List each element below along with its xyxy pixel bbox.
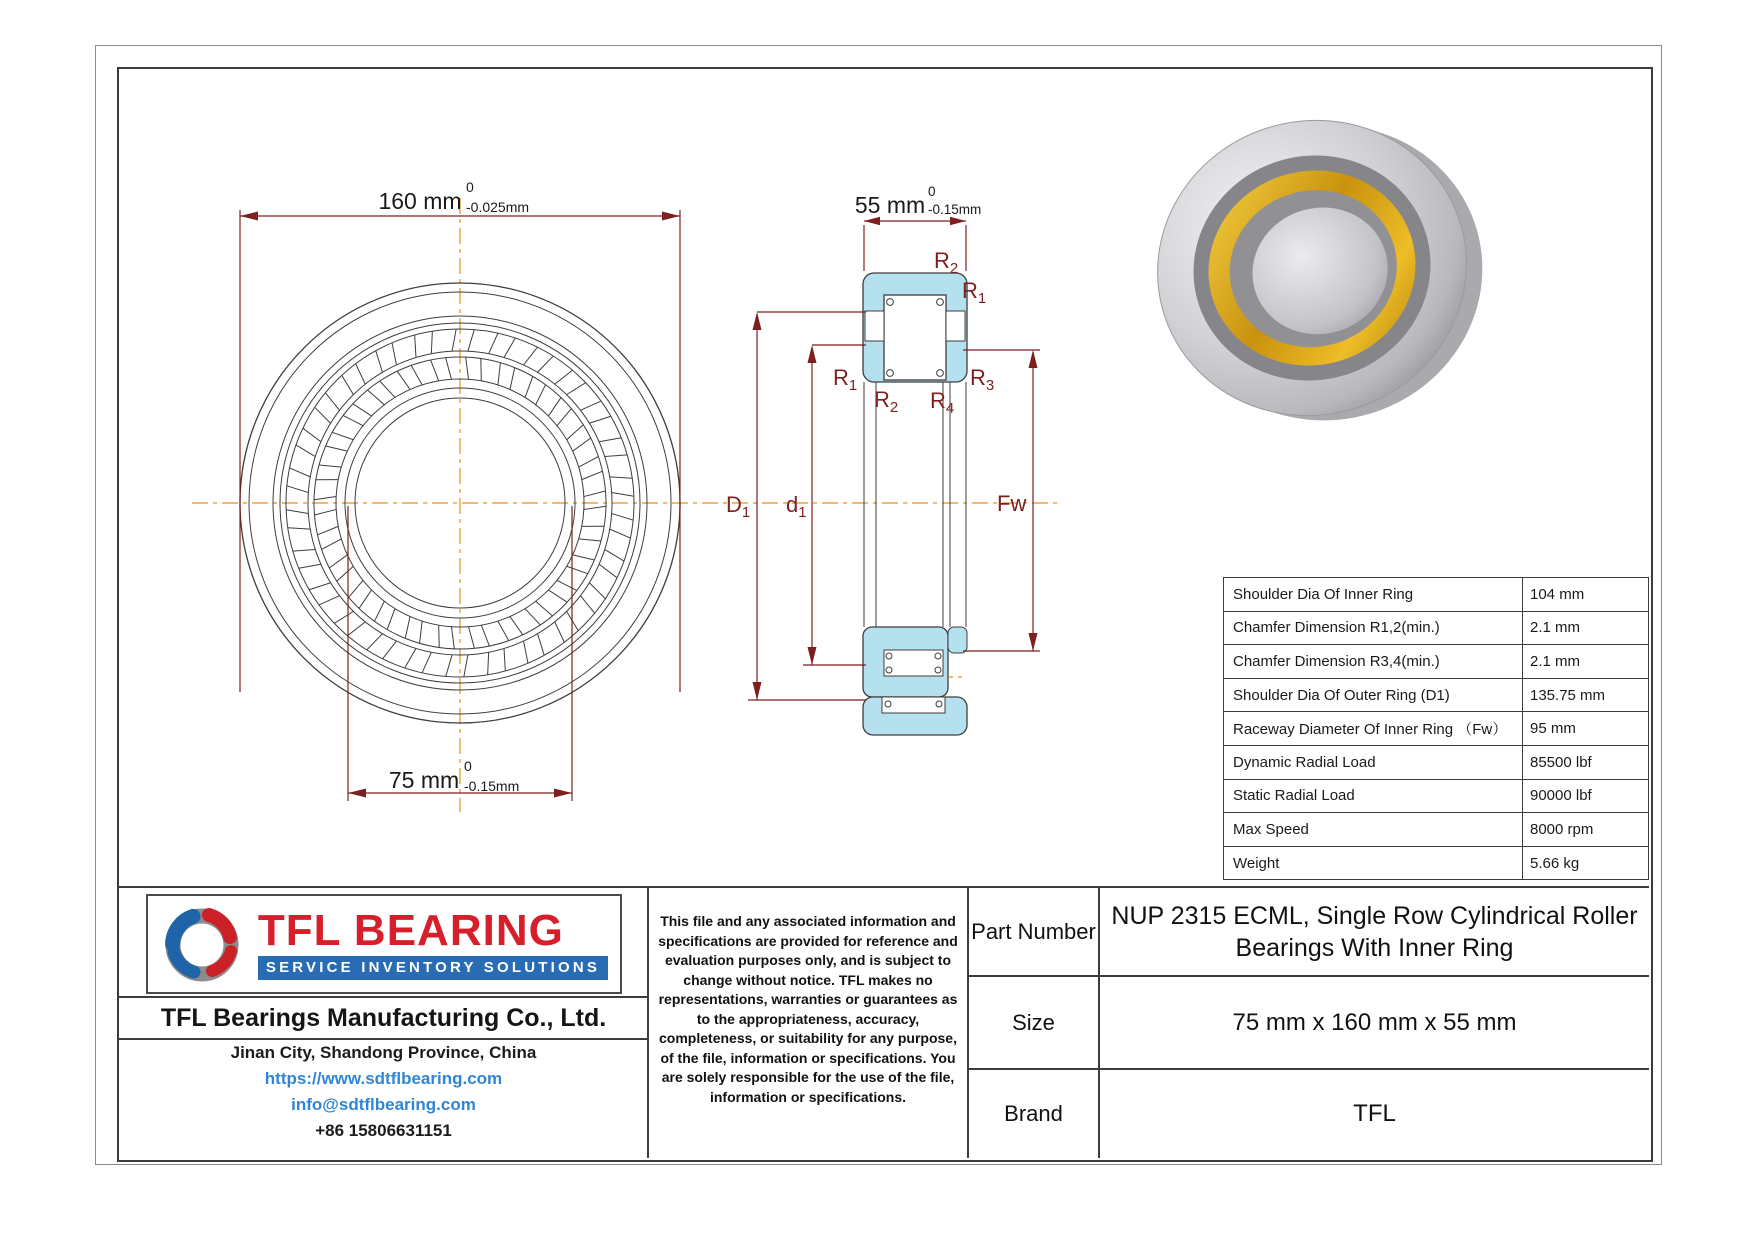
table-row (1224, 846, 1649, 880)
label-R4: $R_4$ (930, 388, 955, 417)
spec-label: Weight (1224, 846, 1523, 880)
bore-tolerance-upper: 0 (464, 758, 472, 774)
company-website-link[interactable]: https://www.sdtflbearing.com (264, 1069, 503, 1088)
width-tolerance-upper: 0 (928, 184, 936, 199)
table-row (1224, 745, 1649, 779)
brand-value: TFL (1353, 1100, 1396, 1127)
top-right-flange-gap (946, 311, 965, 341)
table-row (1224, 712, 1649, 746)
disclaimer-text: This file and any associated information and specifications are provided for reference and evaluation purposes only, and is subject to change without notice. TFL makes no representations, warranties or guarantees as to the appropriateness, accuracy, completeness, or suitability for any purpose, of the file, information or specifications. You are solely responsible for the use of the file, information or specifications. (658, 913, 958, 1105)
label-R1-top-right: $R_1$ (962, 278, 987, 307)
width-tolerance-lower: -0.15mm (928, 202, 982, 217)
part-number-value: NUP 2315 ECML, Single Row Cylindrical Roller Bearings With Inner Ring (1111, 901, 1638, 962)
label-R2-top: $R_2$ (934, 248, 959, 277)
logo-banner: SERVICE INVENTORY SOLUTIONS (258, 956, 608, 980)
specifications-table (1223, 577, 1649, 880)
table-row (1224, 813, 1649, 847)
spec-label: Raceway Diameter Of Inner Ring （Fw） (1224, 712, 1523, 746)
table-row (1224, 645, 1649, 679)
spec-value: 90000 lbf (1523, 779, 1649, 813)
bore-dimension-value: 75 mm (388, 767, 460, 793)
top-roller (884, 295, 946, 380)
bore-tolerance-lower: -0.15mm (464, 778, 520, 794)
spec-label: Static Radial Load (1224, 779, 1523, 813)
bottom-roller-pocket (884, 650, 943, 676)
bottom-roller (882, 697, 945, 713)
company-address-block (119, 1040, 648, 1144)
part-number-label: Part Number (971, 918, 1096, 944)
table-row (1224, 578, 1649, 612)
table-row (1224, 678, 1649, 712)
spec-value: 95 mm (1523, 712, 1649, 746)
spec-label: Chamfer Dimension R3,4(min.) (1224, 645, 1523, 679)
bottom-loose-flange-ring (948, 627, 967, 653)
label-R3: $R_3$ (970, 365, 995, 394)
label-R1-bottom-left: $R_1$ (833, 365, 858, 394)
top-left-flange-gap (865, 311, 884, 341)
spec-value: 104 mm (1523, 578, 1649, 612)
size-value: 75 mm x 160 mm x 55 mm (1232, 1008, 1517, 1036)
company-email-link[interactable]: info@sdtflbearing.com (291, 1095, 476, 1114)
bearing-3d-render (1122, 80, 1517, 461)
od-tolerance-upper: 0 (466, 179, 474, 195)
spec-value: 8000 rpm (1523, 813, 1649, 847)
cross-section-view (863, 273, 967, 735)
spec-value: 85500 lbf (1523, 745, 1649, 779)
label-d1: $d_1$ (786, 492, 807, 521)
table-row (1224, 611, 1649, 645)
label-Fw: Fw (997, 491, 1027, 516)
spec-value: 135.75 mm (1523, 678, 1649, 712)
company-phone: +86 15806631151 (315, 1121, 452, 1140)
company-name: TFL Bearings Manufacturing Co., Ltd. (160, 1003, 607, 1032)
spec-label: Shoulder Dia Of Inner Ring (1224, 578, 1523, 612)
logo-swirl-icon (160, 902, 244, 986)
company-city: Jinan City, Shandong Province, China (230, 1043, 537, 1062)
logo-title: TFL BEARING (257, 905, 564, 955)
spec-value: 2.1 mm (1523, 611, 1649, 645)
size-label: Size (1012, 1009, 1055, 1035)
od-tolerance-lower: -0.025mm (466, 199, 530, 215)
width-dimension-value: 55 mm (854, 192, 926, 218)
company-logo (146, 894, 622, 994)
spec-label: Shoulder Dia Of Outer Ring (D1) (1224, 678, 1523, 712)
spec-label: Chamfer Dimension R1,2(min.) (1224, 611, 1523, 645)
label-D1: $D_1$ (726, 492, 751, 521)
label-R2-bottom: $R_2$ (874, 387, 899, 416)
spec-value: 2.1 mm (1523, 645, 1649, 679)
bore-projection-lines (864, 382, 966, 627)
brand-label: Brand (1004, 1101, 1063, 1126)
spec-value: 5.66 kg (1523, 846, 1649, 880)
table-row (1224, 779, 1649, 813)
spec-label: Dynamic Radial Load (1224, 745, 1523, 779)
od-dimension-value: 160 mm (378, 188, 462, 214)
spec-label: Max Speed (1224, 813, 1523, 847)
